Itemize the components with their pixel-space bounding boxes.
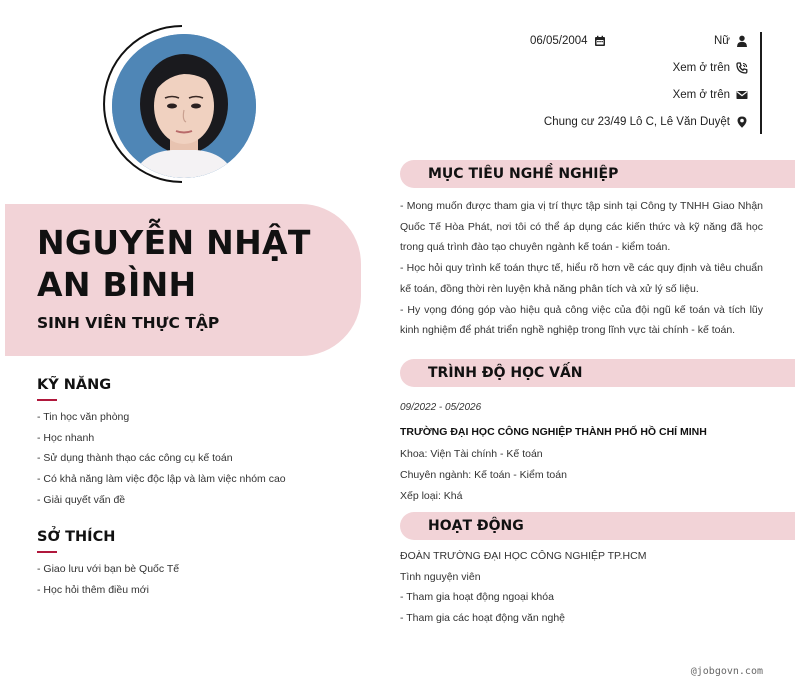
phone-icon xyxy=(736,62,748,74)
education-major: Chuyên ngành: Kế toán - Kiểm toán xyxy=(400,469,567,482)
email-item xyxy=(673,89,748,101)
address-item xyxy=(544,116,748,128)
address-text: Chung cư 23/49 Lô C, Lê Văn Duyệt xyxy=(543,116,730,128)
email-text: Xem ở trên xyxy=(672,89,730,101)
name-card xyxy=(5,204,361,356)
skills-list xyxy=(37,407,286,511)
gender-item xyxy=(714,35,748,47)
hobbies-list xyxy=(37,559,179,600)
objective-paragraph: - Mong muốn được tham gia vị trí thực tập sinh tại Công ty TNHH Giao Nhận Quốc Tế Hòa Phát, nơi tôi có thể áp dụng các kiến thức và kỹ năng đã học trong quá trình đào tạo chuyên ngành kế toán - kiểm toán. xyxy=(400,200,763,254)
objective-header xyxy=(400,160,795,188)
skill-item: - Giải quyết vấn đề xyxy=(37,493,126,506)
activity-item: - Tham gia các hoạt động văn nghệ xyxy=(400,612,566,625)
dob-item xyxy=(530,35,606,47)
activity-item: - Tham gia hoạt động ngoại khóa xyxy=(400,591,554,604)
objective-heading: MỤC TIÊU NGHỀ NGHIỆP xyxy=(428,166,619,182)
objective-body xyxy=(400,196,763,341)
activities-body xyxy=(400,546,763,629)
activities-header xyxy=(400,512,795,540)
objective-paragraph: - Học hỏi quy trình kế toán thực tế, hiểu rõ hơn về các quy định và tiêu chuẩn kế toán, đồng thời rèn luyện khả năng phân tích và xử lý số liệu. xyxy=(400,262,763,295)
dob-text: 06/05/2004 xyxy=(530,35,588,47)
hobbies-heading: SỞ THÍCH xyxy=(37,529,116,545)
education-body xyxy=(400,398,763,507)
activity-org: ĐOÀN TRƯỜNG ĐẠI HỌC CÔNG NGHIỆP TP.HCM xyxy=(400,550,647,562)
education-date: 09/2022 - 05/2026 xyxy=(400,402,482,413)
skills-section xyxy=(37,377,286,511)
skills-underline xyxy=(37,399,57,401)
education-heading: TRÌNH ĐỘ HỌC VẤN xyxy=(428,365,583,381)
hobbies-underline xyxy=(37,551,57,553)
skill-item: - Tin học văn phòng xyxy=(37,411,130,423)
candidate-name: NGUYỄN NHẬT AN BÌNH xyxy=(37,223,311,304)
phone-item xyxy=(673,62,748,74)
person-icon xyxy=(736,35,748,47)
objective-paragraph: - Hy vọng đóng góp vào hiệu quả công việc của đội ngũ kế toán và tích lũy kinh nghiệm để phát triển nghề nghiệp trong lĩnh vực tài chính - kế toán. xyxy=(400,303,763,337)
calendar-icon xyxy=(594,35,606,47)
education-faculty: Khoa: Viện Tài chính - Kế toán xyxy=(400,448,543,461)
phone-text: Xem ở trên xyxy=(672,62,730,74)
education-header xyxy=(400,359,795,387)
profile-photo-frame xyxy=(102,24,262,184)
hobby-item: - Giao lưu với bạn bè Quốc Tế xyxy=(37,563,180,575)
education-rank: Xếp loại: Khá xyxy=(400,489,463,502)
skill-item: - Có khả năng làm việc độc lập và làm việc nhóm cao xyxy=(37,473,286,486)
envelope-icon xyxy=(736,89,748,101)
hobby-item: - Học hỏi thêm điều mới xyxy=(37,583,149,596)
hobbies-section xyxy=(37,529,179,600)
watermark: @jobgovn.com xyxy=(690,666,763,677)
job-title: SINH VIÊN THỰC TẬP xyxy=(37,314,220,332)
contact-block xyxy=(402,32,762,134)
profile-photo xyxy=(112,34,256,178)
activities-heading: HOẠT ĐỘNG xyxy=(428,518,524,534)
skill-item: - Học nhanh xyxy=(37,431,95,444)
education-school: TRƯỜNG ĐẠI HỌC CÔNG NGHIỆP THÀNH PHỐ HỒ CHÍ MINH xyxy=(400,425,707,438)
gender-text: Nữ xyxy=(713,35,730,47)
location-pin-icon xyxy=(736,116,748,128)
skill-item: - Sử dụng thành thạo các công cụ kế toán xyxy=(37,452,233,465)
activity-role: Tình nguyện viên xyxy=(400,570,481,583)
skills-heading: KỸ NĂNG xyxy=(37,377,112,393)
